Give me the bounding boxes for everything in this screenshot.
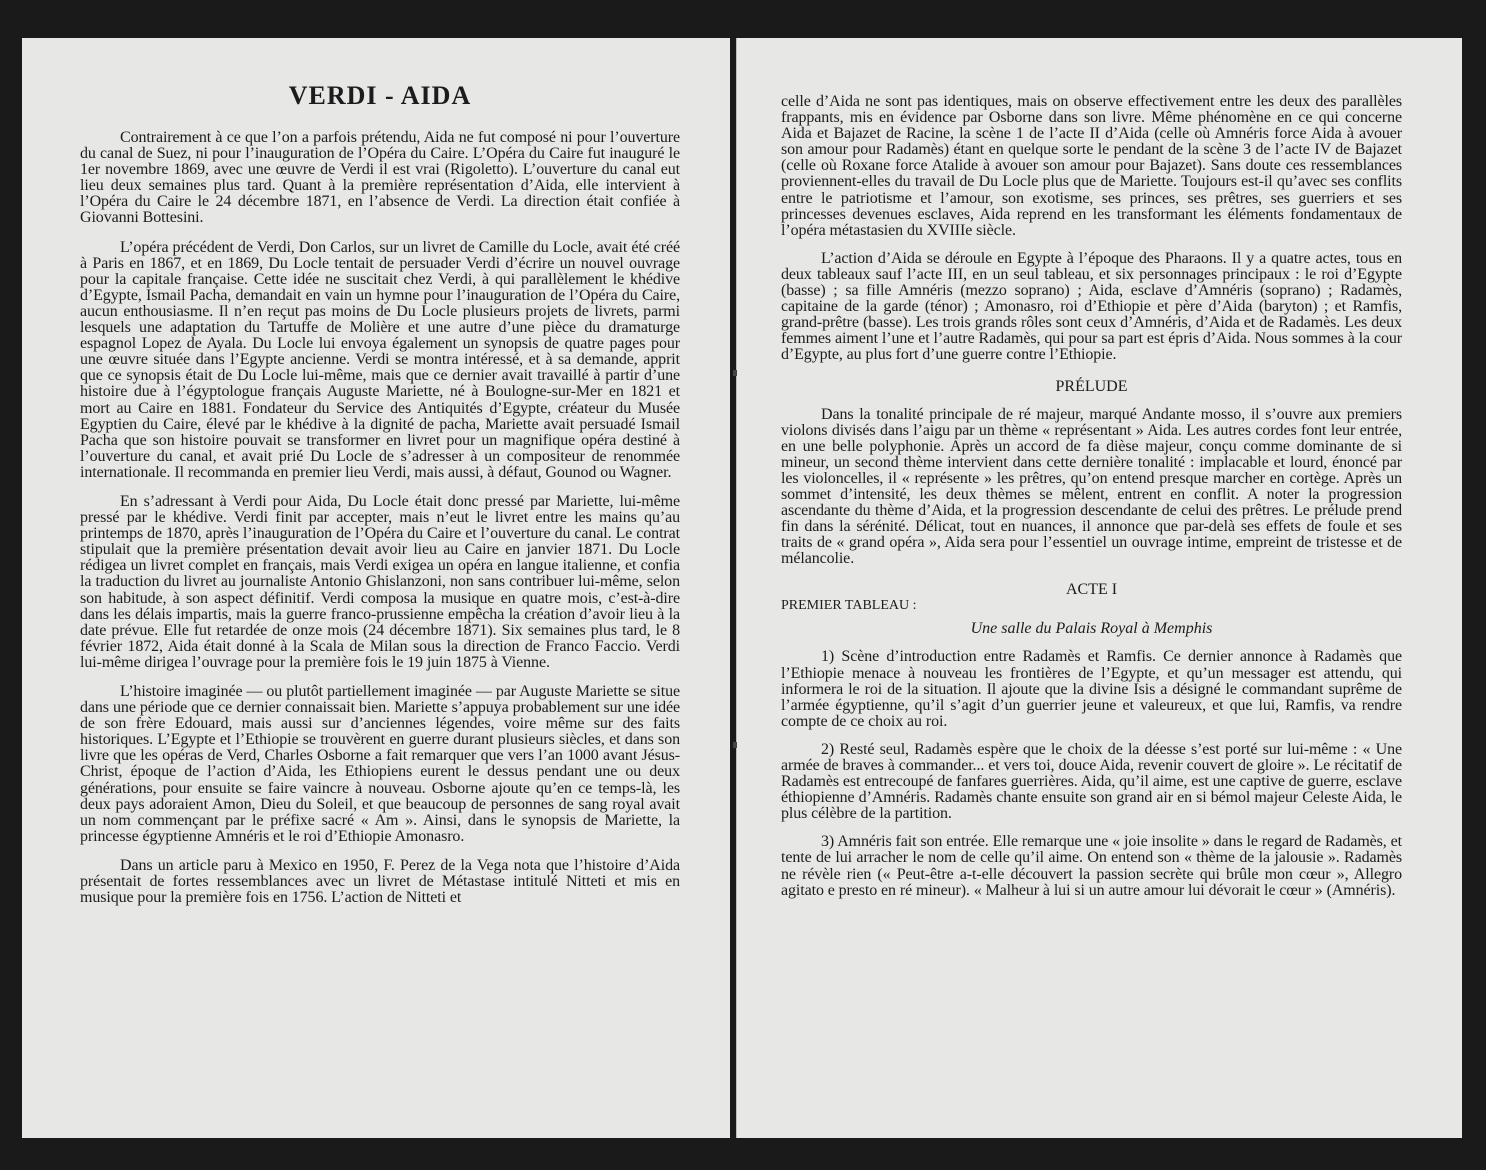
paragraph-metastase: Dans un article paru à Mexico en 1950, F. Perez de la Vega nota que l’histoire d’Aida présentait de fortes ressemblances avec un livret de Métastase intitulé Nitteti et mis en musique pour la première fois en 1756. L’action de Nitteti et [80,856,680,907]
tableau-label: PREMIER TABLEAU : [781,598,917,614]
scene-3: 3) Amnéris fait son entrée. Elle remarque une « joie insolite » dans le regard de Radamès, et tente de lui arracher le nom de celle qu’il aime. On entend son « thème de la jalousie ». Radamès ne révèle rien (« Peut-être a-t-elle découvert la passion secrète qui brûle mon cœur », Allegro agitato e presto en ré mineur). « Malheur à lui si un autre amour lui dévorait le cœur » (Amnéris). [781,833,1402,899]
paragraph-composition: En s’adressant à Verdi pour Aida, Du Locle était donc pressé par Mariette, lui-même pressé par le khédive. Verdi finit par accepter, mais n’eut le livret entre les mains qu’au printemps de 1870, après l’inauguration de l’Opéra du Caire et l’ouverture du canal. Le contrat stipulait que la première présentation devait avoir lieu au Caire en janvier 1871. Du Locle rédigea un livret complet en français, mais Verdi exigea un opéra en langue italienne, et confia la traduction du livret au journaliste Antonio Ghislanzoni, non sans contribuer lui-même, selon son habitude, à son aspect définitif. Verdi composa la musique en quatre mois, c’est-à-dire dans les délais impartis, mais la guerre franco-prussienne empêcha la création d’avoir lieu à la date prévue. Elle fut retardée de onze mois (24 décembre 1871). Six semaines plus tard, le 8 février 1872, Aida était donné à la Scala de Milan sous la direction de Franco Faccio. Verdi lui-même dirigea l’ouvrage pour la première fois le 19 juin 1875 à Vienne. [80,492,680,671]
prelude-heading: PRÉLUDE [1055,377,1128,395]
scene-place: Une salle du Palais Royal à Memphis [970,620,1213,638]
paragraph-intro: Contrairement à ce que l’on a parfois prétendu, Aida ne fut composé ni pour l’ouverture du canal de Suez, ni pour l’inauguration de l’Opéra du Caire. L’Opéra du Caire fut inauguré le 1er novembre 1869, avec une œuvre de Verdi il est vrai (Rigoletto). L’ouverture du canal eut lieu deux semaines plus tard. Quant à la première représentation d’Aida, elle intervient à l’Opéra du Caire le 24 décembre 1871, en l’absence de Verdi. La direction était confiée à Giovanni Bottesini. [80,129,680,227]
paragraph-action: L’action d’Aida se déroule en Egypte à l’époque des Pharaons. Il y a quatre actes, tous en deux tableaux sauf l’acte III, en un seul tableau, et six personnages principaux : le roi d’Egypte (basse) ; sa fille Amnéris (mezzo soprano) ; Aida, esclave d’Amnéris (soprano) ; Radamès, capitaine de la garde (ténor) ; Amonasro, roi d’Ethiopie et père d’Aida (baryton) ; et Ramfis, grand-prêtre (basse). Les trois grands rôles sont ceux d’Amnéris, d’Aida et de Radamès. Les deux femmes aiment l’une et l’autre Radamès, qui pour sa part est épris d’Aida. Nous sommes à la cour d’Egypte, au plus fort d’une guerre contre l’Ethiopie. [781,249,1402,364]
scene-2: 2) Resté seul, Radamès espère que le choix de la déesse s’est porté sur lui-même : « Une armée de braves à commander... et vers toi, douce Aida, revenir couvert de gloire ». Le récitatif de Radamès est entrecoupé de fanfares guerrières. Aida, qu’il aime, est une captive de guerre, esclave éthiopienne d’Amnéris. Radamès chante ensuite son grand air en si bémol majeur Celeste Aida, le plus célèbre de la partition. [781,740,1402,823]
paragraph-histoire: L’histoire imaginée — ou plutôt partiellement imaginée — par Auguste Mariette se situe dans une période que ce dernier connaissait bien. Mariette s’appuya probablement sur une idée de son frère Edouard, mais aussi sur d’anciennes légendes, voire même sur des faits historiques. L’Egypte et l’Ethiopie se trouvèrent en guerre durant plusieurs siècles, et dans son livre que les opéras de Verd, Charles Osborne a fait remarquer que vers l’an 1000 avant Jésus-Christ, époque de l’action d’Aida, les Ethiopiens eurent le dessus pendant une ou deux générations, pour ensuite se faire vaincre à nouveau. Osborne ajoute qu’en ce temps-là, les deux pays adoraient Amon, Dieu du Soleil, et que beaucoup de personnes de sang royal avait un nom commençant par le préfixe sacré « Am ». Ainsi, dans le synopsis de Mariette, la princesse égyptienne Amnéris et le roi d’Ethiopie Amonasro. [80,683,680,845]
binding-mark [733,370,737,376]
right-page [736,38,1462,1138]
paragraph-continuation: celle d’Aida ne sont pas identiques, mais on observe effectivement entre les deux des parallèles frappants, mis en évidence par Osborne dans son livre. Même phénomène en ce qui concerne Aida et Bajazet de Racine, la scène 1 de l’acte II d’Aida (celle où Amnéris force Aida à avouer son amour pour Radamès) étant en quelque sorte le pendant de la scène 3 de l’acte IV de Bajazet (celle où Roxane force Atalide à avouer son amour pour Bajazet). Sans doute ces ressemblances proviennent-elles du travail de Du Locle plus que de Mariette. Toujours est-il qu’avec ses conflits entre le patriotisme et l’amour, son exotisme, ses princes, ses prêtres, ses guerriers et ses princesses devenues esclaves, Aida reprend en les transformant les éléments fondamentaux de l’opéra métastasien du XVIIIe siècle. [781,93,1402,239]
binding-mark [733,742,737,748]
paragraph-prelude: Dans la tonalité principale de ré majeur, marqué Andante mosso, il s’ouvre aux premiers violons divisés dans l’aigu par un thème « représentant » Aida. Les autres cordes font leur entrée, en une belle polyphonie. Après un accord de fa dièse majeur, conçu comme dominante de si mineur, un second thème intervient dans cette dernière tonalité : implacable et lourd, énoncé par les violoncelles, il « représente » les prêtres, qu’on entend presque marcher en cortège. Après un sommet d’intensité, les deux thèmes se mêlent, entrent en conflit. A noter la progression ascendante du thème d’Aida, et la progression descendante de celui des prêtres. Le prélude prend fin dans la sérénité. Délicat, tout en nuances, il annonce que par-delà ses effets de foule et ses traits de « grand opéra », Aida sera pour l’essentiel un ouvrage intime, empreint de tristesse et de mélancolie. [781,405,1402,568]
scene-1: 1) Scène d’introduction entre Radamès et Ramfis. Ce dernier annonce à Radamès que l’Ethiopie menace à nouveau les frontières de l’Egypte, et qu’un messager est attendu, qui informera le roi de la situation. Il ajoute que la divine Isis a désigné le commandant suprême de l’armée égyptienne, qu’il s’agit d’un guerrier jeune et valeureux, et que lui, Ramfis, va rendre compte de ce choix au roi. [781,648,1402,730]
paragraph-don-carlos: L’opéra précédent de Verdi, Don Carlos, sur un livret de Camille du Locle, avait été créé à Paris en 1867, et en 1869, Du Locle tentait de persuader Verdi d’écrire un nouvel ouvrage pour la capitale française. Cette idée ne suscitait chez Verdi, à qui parallèlement le khédive d’Egypte, Ismail Pacha, demandait en vain un hymne pour l’inauguration de l’Opéra du Caire, aucun enthousiasme. Il n’en reçut pas moins de Du Locle plusieurs projets de livrets, parmi lesquels une adaptation du Tartuffe de Molière et une autre d’une pièce du dramaturge espagnol Lopez de Ayala. Du Locle lui envoya également un synopsis de quatre pages pour une œuvre située dans l’Egypte ancienne. Verdi se montra intéressé, et à sa demande, apprit que ce synopsis était de Du Locle lui-même, mais que ce dernier avait travaillé à partir d’une histoire due à l’égyptologue français Auguste Mariette, né à Boulogne-sur-Mer en 1821 et mort au Caire en 1881. Fondateur du Service des Antiquités d’Egypte, créateur du Musée Egyptien du Caire, élevé par le khédive à la dignité de pacha, Mariette avait persuadé Ismail Pacha que son histoire pouvait se transformer en livret pour un magnifique opéra destiné à l’ouverture du canal, et avait prié Du Locle de s’adresser à un compositeur de renommée internationale. Il recommanda en premier lieu Verdi, mais aussi, à défaut, Gounod ou Wagner. [80,238,680,481]
page-title: VERDI - AIDA [288,81,472,110]
left-page [22,38,730,1138]
acte-heading: ACTE I [1065,581,1118,599]
